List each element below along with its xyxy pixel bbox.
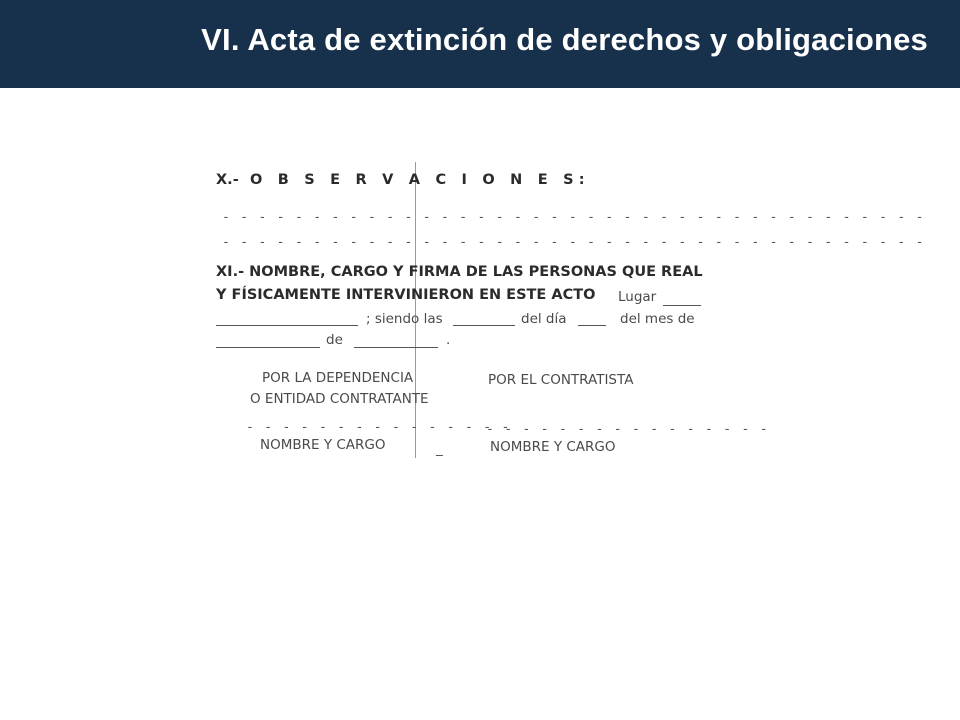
right-signature-line: - - - - - - - - - - - - - - - - — [486, 422, 769, 437]
siendo-las-label: ; siendo las — [366, 311, 443, 327]
hour-blank — [453, 325, 515, 326]
place-blank — [216, 325, 358, 326]
period-mark: . — [446, 332, 451, 348]
observations-line-1: - - - - - - - - - - - - - - - - - - - - - - - - - - - - - - - - - - - - - - - — [222, 210, 925, 225]
lugar-blank — [663, 305, 701, 306]
right-signer-label: POR EL CONTRATISTA — [488, 372, 634, 388]
observations-line-2: - - - - - - - - - - - - - - - - - - - - - - - - - - - - - - - - - - - - - - - — [222, 235, 925, 250]
right-name-cargo-label: NOMBRE Y CARGO — [490, 439, 616, 455]
del-mes-de-label: del mes de — [620, 311, 695, 327]
section-x-number: X.- — [216, 172, 239, 188]
de-label: de — [326, 332, 343, 348]
left-signer-label-2: O ENTIDAD CONTRATANTE — [250, 391, 429, 407]
del-dia-label: del día — [521, 311, 567, 327]
section-xi-heading-line-2: Y FÍSICAMENTE INTERVINIERON EN ESTE ACTO — [216, 287, 596, 303]
month-blank — [216, 347, 320, 348]
lugar-label: Lugar — [618, 289, 657, 305]
page-title: VI. Acta de extinción de derechos y obligaciones — [201, 22, 928, 57]
scanned-form-excerpt — [208, 160, 925, 470]
left-signer-label-1: POR LA DEPENDENCIA — [262, 370, 414, 386]
scan-fold-line — [415, 162, 416, 458]
title-banner — [0, 0, 960, 88]
left-signature-line: - - - - - - - - - - - - - - - — [246, 420, 511, 435]
section-xi-heading-line-1: XI.- NOMBRE, CARGO Y FIRMA DE LAS PERSONAS QUE REAL — [216, 264, 703, 280]
left-name-cargo-label: NOMBRE Y CARGO — [260, 437, 386, 453]
left-name-cargo-tail: _ — [436, 441, 443, 457]
day-blank — [578, 325, 606, 326]
year-blank — [354, 347, 438, 348]
section-x-label: O B S E R V A C I O N E S: — [250, 172, 590, 188]
